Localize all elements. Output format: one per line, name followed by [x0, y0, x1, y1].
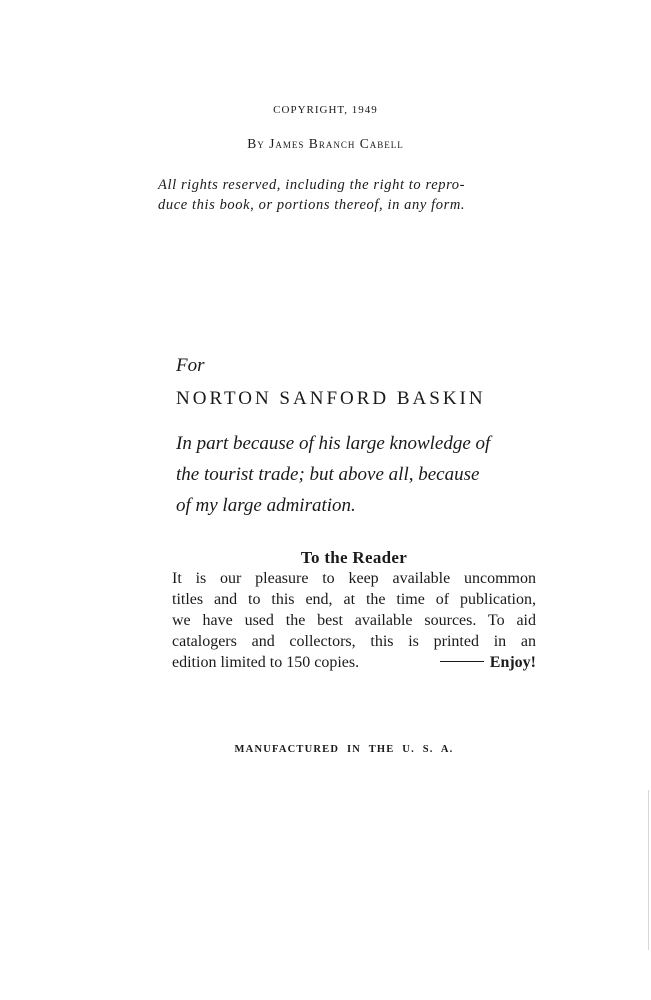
reader-note-last-line	[172, 652, 536, 673]
rights-reserved-notice	[158, 175, 531, 215]
reader-note-line: edition limited to 150 copies.	[172, 654, 360, 671]
dedication-for: For	[176, 355, 205, 376]
reader-note-line: It is our pleasure to keep available uncommon	[172, 570, 536, 587]
dedication-line: the tourist trade; but above all, because	[176, 464, 480, 485]
dedication-line: of my large admiration.	[176, 495, 356, 516]
reader-note-line: titles and to this end, at the time of publication,	[172, 591, 536, 608]
rights-line: duce this book, or portions thereof, in any form.	[158, 197, 466, 213]
dedication-line: In part because of his large knowledge of	[176, 433, 491, 454]
rights-line: All rights reserved, including the right to repro-	[158, 177, 466, 193]
em-dash-rule	[440, 661, 484, 662]
copyright-line: COPYRIGHT, 1949	[273, 104, 378, 116]
reader-note-body	[172, 568, 536, 673]
reader-note-title: To the Reader	[300, 548, 408, 567]
reader-note-line: catalogers and collectors, this is printed in an	[172, 633, 536, 650]
author-line: By James Branch Cabell	[247, 136, 404, 151]
enjoy-text: Enjoy!	[489, 654, 536, 671]
manufactured-notice: MANUFACTURED IN THE U. S. A.	[234, 744, 454, 755]
dedication-name: NORTON SANFORD BASKIN	[176, 388, 486, 409]
dedication-text	[176, 428, 536, 521]
reader-note-line: we have used the best available sources. To aid	[172, 612, 536, 629]
reader-note-closing	[440, 652, 536, 673]
page-edge-shadow	[648, 790, 649, 950]
